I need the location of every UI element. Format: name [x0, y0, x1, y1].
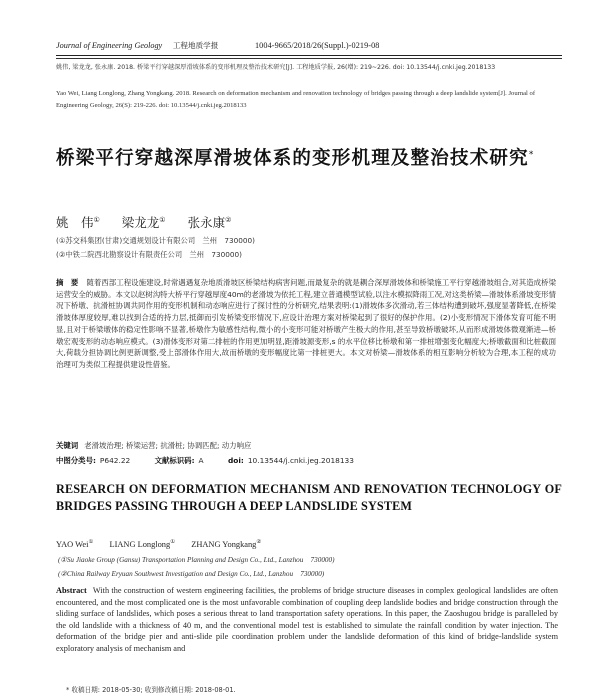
author-en: [56, 540, 93, 549]
doc-code-value: A: [198, 456, 204, 465]
affiliation-zh-2: (②中铁二院西北勘察设计有限责任公司 兰州 730000): [56, 250, 243, 259]
author-name: 张永康: [187, 215, 226, 230]
running-header: [56, 40, 380, 51]
issn-line: 1004-9665/2018/26(Suppl.)-0219-08: [254, 41, 380, 50]
author-mark: ①: [88, 539, 94, 545]
header-rule-thick: [56, 55, 562, 56]
journal-name-en: Journal of Engineering Geology: [56, 41, 163, 50]
author-mark: ①: [159, 215, 166, 224]
author-mark: ①: [170, 539, 176, 545]
doc-code-label: 文献标识码:: [154, 456, 195, 465]
affiliation-zh-1: (①苏交科集团(甘肃)交通规划设计有限公司 兰州 730000): [56, 236, 256, 245]
affiliation-en-1: (①Su Jiaoke Group (Gansu) Transportation Planning and Design Co., Ltd., Lanzhou 730000): [58, 556, 335, 564]
classification-zh: [56, 455, 354, 466]
abstract-en-text: With the construction of western engineering facilities, the problems of bridge structure diseases in complex geological landslides are often encountered, and the most complicated one is the most unfavorable combination of coupling deep landslide bodies and bridge construction through the sliding surface of landslides, which poses a serious threat to land transportation safety operations. In this paper, the Zaoshugou bridge is paralleled by the old landslide with a thickness of 40 m, and the conventional model test is established to simulate the rainfall condition by water injection. The deformation of the bridge pier and anti-slide pile coordination problem under the landslide deformation of this kind of bridge-landslide system exploratory analysis of mechanism and: [56, 586, 558, 653]
journal-name-zh: 工程地质学报: [172, 41, 219, 50]
author-name: 梁龙龙: [121, 215, 160, 230]
citation-zh: 姚伟, 梁龙龙, 张永康. 2018. 桥梁平行穿越深厚滑坡体系的变形机理及整治技术研究[J]. 工程地质学报, 26(增): 219~226. doi: 10.13544/j.cnki.jeg.2018133: [56, 64, 496, 71]
title-footnote-mark: *: [528, 150, 535, 160]
author-mark: ①: [93, 215, 100, 224]
authors-zh: [56, 213, 249, 231]
title-zh: [56, 142, 556, 172]
footnote-received-date: * 收稿日期: 2018-05-30; 收到修改稿日期: 2018-08-01.: [66, 686, 236, 694]
author-en: [109, 540, 175, 549]
abstract-zh: [56, 277, 556, 371]
citation-en: Yao Wei, Liang Longlong, Zhang Yongkang. 2018. Research on deformation mechanism and renovation technology of bridges passing through a deep landslide system[J]. Journal of Engineering Geology, 26(S): 219-226. doi: 10.13544/j.cnki.jeg.2018133: [56, 90, 536, 109]
title-en: RESEARCH ON DEFORMATION MECHANISM AND RENOVATION TECHNOLOGY OF BRIDGES PASSING THROUGH A DEEP LANDSLIDE SYSTEM: [56, 482, 562, 513]
abstract-zh-label: 摘 要: [56, 278, 79, 287]
abstract-en-label: Abstract: [56, 586, 87, 595]
keywords-zh: [56, 440, 251, 451]
keywords-zh-label: 关键词: [56, 441, 79, 450]
author-name: LIANG Longlong: [109, 539, 171, 549]
clc-value: P642.22: [99, 456, 131, 465]
author-zh: [56, 215, 100, 230]
header-rule-thin: [56, 58, 562, 59]
doi-value: 10.13544/j.cnki.jeg.2018133: [247, 456, 354, 465]
affiliation-en-2: (②China Railway Eryuan Southwest Investigation and Design Co., Ltd., Lanzhou 730000): [58, 570, 325, 578]
author-name: YAO Wei: [56, 539, 89, 549]
author-en: [191, 540, 261, 549]
author-mark: ②: [225, 215, 232, 224]
doi-label: doi:: [227, 456, 244, 465]
author-zh: [188, 215, 232, 230]
author-zh: [122, 215, 166, 230]
author-name: ZHANG Yongkang: [191, 539, 257, 549]
abstract-en: [56, 585, 558, 655]
authors-en: [56, 539, 275, 549]
abstract-zh-text: 随着西部工程设施建设,时常遇遇复杂地质滑坡区桥梁结构病害问题,而最复杂的就是耦合深厚滑坡体和桥梁施工平行穿越滑坡组合,对其造成桥梁运营安全的威胁。本文以赵树沟特大桥平行穿越厚度40m的老滑坡为依托工程,建立普通模型试验,以注水模拟降雨工况,对这类桥梁—滑坡体系滑坡变形情况下桥墩、抗滑桩协调共同作用的变形机制和动态响应进行了探讨性的分析研究,结果表明:(1)滑坡体多次滑动,若三体结构遭到破坏,强度显著降低,在桥梁滑坡体厚度较厚,难以找到合适的持力层,抵御而引发桥梁变形情况下,应设计治理方案对桥梁起到了很好的保护作用。(2)小变形情况下滑体发育可能不明显,且对于桥梁墩体的稳定性影响不显著,桥墩作为敏感性结构,微小的小变形可能对桥墩产生极大的作用,甚至导致桥墩破坏,从而形成滑坡体微观渐进—桥墩宏观变形的动态响应模式。(3)滑体变形对第二排桩的作用更加明显,距滑坡源变形,s 的水平位移比桥墩和第一排桩增强变化幅度大;桥墩截面和比桩截面大,荷载分担协调比例更新调整,受上部滑体作用大,故而桥墩的变形幅度比第一排桩更大。本文对桥梁—滑坡体系的相互影响分析较为合理,本工程的成功治理可为类似工程提供建设性借鉴。: [56, 278, 557, 369]
clc-label: 中图分类号:: [56, 456, 96, 465]
author-name: 姚 伟: [56, 215, 94, 230]
author-mark: ②: [256, 539, 262, 545]
keywords-zh-text: 老滑坡治理; 桥梁运营; 抗滑桩; 协调匹配; 动力响应: [84, 441, 252, 450]
title-zh-text: 桥梁平行穿越深厚滑坡体系的变形机理及整治技术研究: [56, 148, 529, 170]
